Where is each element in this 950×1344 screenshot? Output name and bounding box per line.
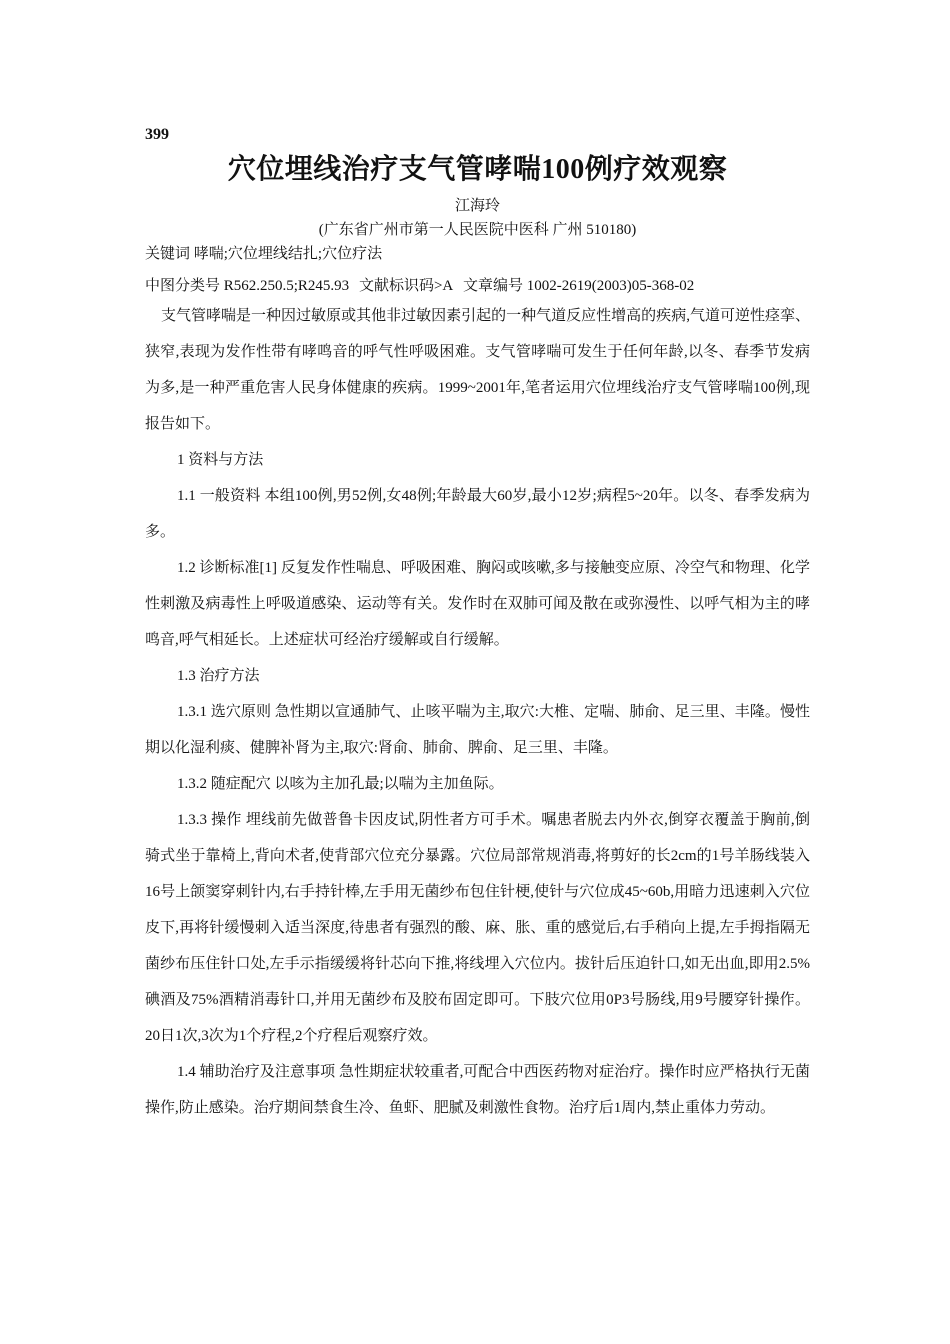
classification-line [145,274,810,298]
article-number: 文章编号 1002-2619(2003)05-368-02 [462,278,695,294]
paragraph-1-3-1: 1.3.1 选穴原则 急性期以宣通肺气、止咳平喘为主,取穴:大椎、定喘、肺俞、足三里、丰隆。慢性期以化湿利痰、健脾补肾为主,取穴:肾俞、肺俞、脾俞、足三里、丰隆。 [145,704,810,756]
paragraph-1-3-2: 1.3.2 随症配穴 以咳为主加孔最;以喘为主加鱼际。 [177,776,504,792]
section-heading-1: 1 资料与方法 [177,452,264,468]
paper-page [145,124,810,1126]
clc-number: 中图分类号 R562.250.5;R245.93 [145,278,350,294]
paragraph-1-1: 1.1 一般资料 本组100例,男52例,女48例;年龄最大60岁,最小12岁;病程5~20年。以冬、春季发病为多。 [145,488,810,540]
paragraph-1-3-3: 1.3.3 操作 埋线前先做普鲁卡因皮试,阴性者方可手术。嘱患者脱去内外衣,倒穿衣覆盖于胸前,倒骑式坐于靠椅上,背向术者,使背部穴位充分暴露。穴位局部常规消毒,将剪好的长2cm的1号羊肠线装入16号上颌窦穿刺针内,右手持针棒,左手用无菌纱布包住针梗,使针与穴位成45~60b,用暗力迅速刺入穴位皮下,再将针缓慢刺入适当深度,待患者有强烈的酸、麻、胀、重的感觉后,右手稍向上提,左手拇指隔无菌纱布压住针口处,左手示指缓缓将针芯向下推,将线埋入穴位内。拔针后压迫针口,如无出血,即用2.5%碘酒及75%酒精消毒针口,并用无菌纱布及胶布固定即可。下肢穴位用0P3号肠线,用9号腰穿针操作。20日1次,3次为1个疗程,2个疗程后观察疗效。 [145,812,810,1044]
article-title: 穴位埋线治疗支气管哮喘100例疗效观察 [227,154,728,185]
paragraph-1-4: 1.4 辅助治疗及注意事项 急性期症状较重者,可配合中西医药物对症治疗。操作时应严格执行无菌操作,防止感染。治疗期间禁食生冷、鱼虾、肥腻及刺激性食物。治疗后1周内,禁止重体力劳动。 [145,1064,810,1116]
paragraph-1-2: 1.2 诊断标准[1] 反复发作性喘息、呼吸困难、胸闷或咳嗽,多与接触变应原、冷空气和物理、化学性刺激及病毒性上呼吸道感染、运动等有关。发作时在双肺可闻及散在或弥漫性、以呼气相为主的哮鸣音,呼气相延长。上述症状可经治疗缓解或自行缓解。 [145,560,810,648]
page-number: 399 [145,126,169,143]
section-heading-1-3: 1.3 治疗方法 [177,668,260,684]
intro-paragraph: 支气管哮喘是一种因过敏原或其他非过敏因素引起的一种气道反应性增高的疾病,气道可逆性痉挛、狭窄,表现为发作性带有哮鸣音的呼气性呼吸困难。支气管哮喘可发生于任何年龄,以冬、春季节发病为多,是一种严重危害人民身体健康的疾病。1999~2001年,笔者运用穴位埋线治疗支气管哮喘100例,现报告如下。 [145,308,810,432]
document-code: 文献标识码>A [358,278,454,294]
author-name: 江海玲 [454,198,500,214]
keywords-line: 关键词 哮喘;穴位埋线结扎;穴位疗法 [145,246,383,262]
author-affiliation: (广东省广州市第一人民医院中医科 广州 510180) [318,222,637,238]
